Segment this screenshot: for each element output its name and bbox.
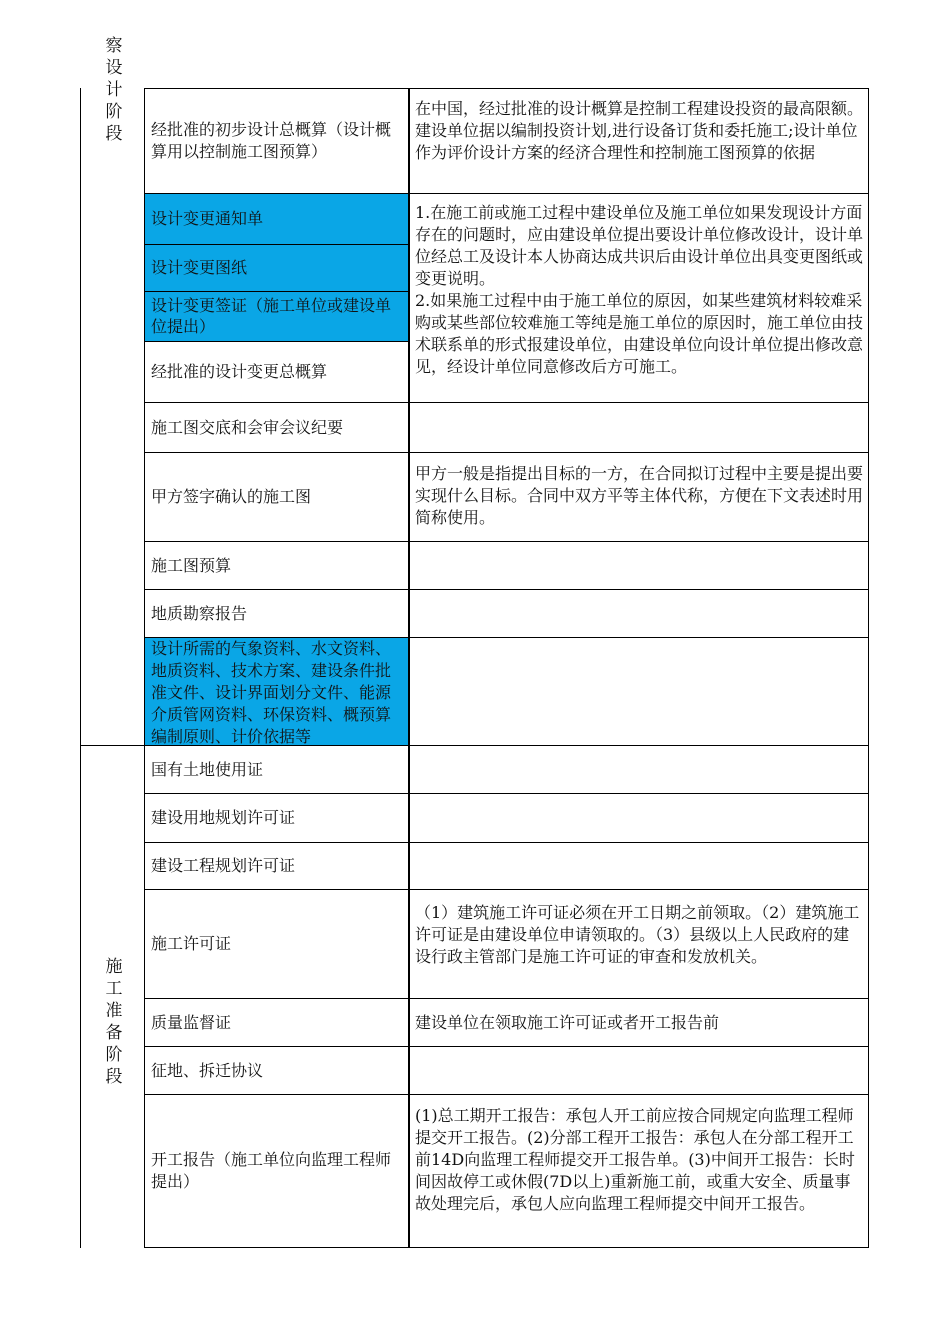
stage-char: 准 (105, 1001, 123, 1021)
document-name-cell: 经批准的设计变更总概算 (151, 362, 328, 381)
document-name-cell: 国有土地使用证 (151, 759, 264, 779)
stage-char: 段 (105, 1067, 123, 1087)
stage-label-design (102, 35, 126, 145)
document-name-cell: 征地、拆迁协议 (151, 1060, 264, 1080)
document-desc-cell: 在中国，经过批准的设计概算是控制工程建设投资的最高限额。建设单位据以编制投资计划,进行设备订货和委托施工;设计单位作为评价设计方案的经济合理性和控制施工图预算的依据 (415, 99, 864, 162)
document-name-cell-highlighted: 设计所需的气象资料、水文资料、地质资料、技术方案、建设条件批准文件、设计界面划分文件、能源介质管网资料、环保资料、概预算编制原则、计价依据等 (145, 638, 408, 745)
stage-char: 备 (105, 1023, 123, 1043)
document-name-cell: 质量监督证 (151, 1012, 232, 1032)
document-desc-cell: (1)总工期开工报告：承包人开工前应按合同规定向监理工程师提交开工报告。(2)分部工程开工报告：承包人在分部工程开工前14D向监理工程师提交开工报告单。(3)中间开工报告：长时间因故停工或休假(7D以上)重新施工前，或重大安全、质量事故处理完后，承包人应向监理工程师提交中间开工报告。 (415, 1106, 855, 1213)
row-border (144, 1247, 869, 1248)
document-name-cell-highlighted: 设计变更图纸 (145, 245, 408, 291)
document-desc-cell: （1）建筑施工许可证必须在开工日期之前领取。（2）建筑施工许可证是由建设单位申请领取的。（3）县级以上人民政府的建设行政主管部门是施工许可证的审查和发放机关。 (415, 903, 860, 966)
document-name-cell: 建设用地规划许可证 (151, 808, 296, 827)
document-name-cell: 建设工程规划许可证 (151, 856, 296, 875)
design-change-desc-cell: 1.在施工前或施工过程中建设单位及施工单位如果发现设计方面存在的问题时，应由建设单位提出要设计单位修改设计，设计单位经总工及设计本人协商达成共识后由设计单位出具变更图纸或变更说明。 2.如果施工过程中由于施工单位的原因，如某些建筑材料较难采购或某些部位较难施工等纯是施工单位的原因时，施工单位由技术联系单的形式报建设单位，由建设单位向设计单位提出修改意见，经设计单位同意修改后方可施工。 (415, 203, 864, 376)
document-name-cell-highlighted: 设计变更签证（施工单位或建设单位提出） (145, 292, 408, 341)
document-desc-cell (409, 590, 869, 637)
stage-char: 阶 (105, 1045, 123, 1065)
stage-char: 察 (105, 36, 123, 56)
stage-column-left-border (80, 88, 81, 1248)
document-name-cell: 甲方签字确认的施工图 (151, 487, 312, 506)
stage-char: 施 (105, 957, 123, 977)
stage-label-construction-prep (102, 956, 126, 1088)
document-name-cell: 经批准的初步设计总概算（设计概算用以控制施工图预算） (151, 120, 392, 161)
document-desc-cell: 甲方一般是指提出目标的一方，在合同拟订过程中主要是提出要实现什么目标。合同中双方平等主体代称，方便在下文表述时用简称使用。 (415, 464, 864, 527)
document-name-cell: 施工许可证 (151, 934, 232, 953)
stage-char: 工 (105, 979, 123, 999)
document-desc-cell: 建设单位在领取施工许可证或者开工报告前 (415, 1012, 720, 1032)
document-desc-cell (409, 794, 869, 842)
stage-char: 设 (105, 58, 123, 78)
stage-divider (80, 745, 145, 746)
document-desc-cell (409, 746, 869, 793)
stage-char: 段 (105, 124, 123, 144)
document-name-cell-highlighted: 设计变更通知单 (145, 194, 408, 244)
document-name-cell: 地质勘察报告 (151, 603, 248, 623)
document-desc-cell (409, 638, 869, 745)
document-desc-cell (409, 1047, 869, 1094)
stage-char: 计 (105, 80, 123, 100)
document-name-cell: 施工图预算 (151, 555, 232, 575)
stage-char: 阶 (105, 102, 123, 122)
document-name-cell: 施工图交底和会审会议纪要 (151, 417, 344, 437)
document-name-cell: 开工报告（施工单位向监理工程师提出） (151, 1150, 392, 1191)
document-desc-cell (409, 542, 869, 589)
document-desc-cell (409, 403, 869, 452)
document-desc-cell (409, 843, 869, 889)
